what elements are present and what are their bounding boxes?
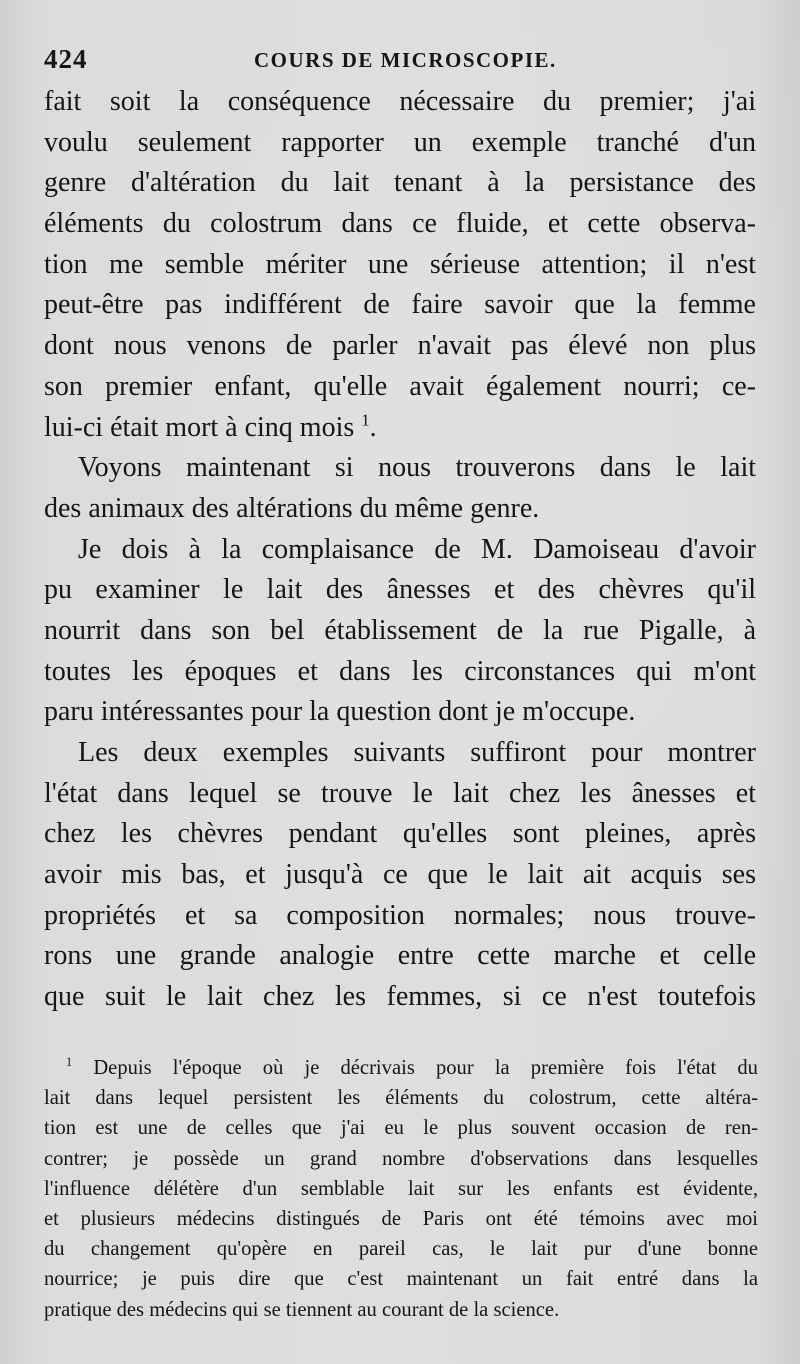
main-text <box>44 82 756 1018</box>
text-line: voulu seulement rapporter un exemple tranché d'un <box>44 126 756 158</box>
text-line: son premier enfant, qu'elle avait également nourri; ce- <box>44 370 756 402</box>
text-line: que suit le lait chez les femmes, si ce n'est toutefois <box>44 981 756 1013</box>
text-line: Je dois à la complaisance de M. Damoiseau d'avoir <box>78 533 756 565</box>
text-line: chez les chèvres pendant qu'elles sont pleines, après <box>44 818 756 850</box>
footnote-line <box>44 1053 758 1083</box>
running-title: COURS DE MICROSCOPIE. <box>254 48 557 72</box>
text-line: paru intéressantes pour la question dont je m'occupe. <box>44 696 636 728</box>
text-line: toutes les époques et dans les circonstances qui m'ont <box>44 655 756 687</box>
footnote-line: contrer; je possède un grand nombre d'observations dans lesquelles <box>44 1147 758 1170</box>
text-line: tion me semble mériter une sérieuse attention; il n'est <box>44 248 756 280</box>
text-line: propriétés et sa composition normales; nous trouve- <box>44 899 756 931</box>
footnote-line: l'influence délétère d'un semblable lait sur les enfants est évidente, <box>44 1177 758 1200</box>
footnote-line: pratique des médecins qui se tiennent au courant de la science. <box>44 1298 560 1321</box>
text-line: nourrit dans son bel établissement de la rue Pigalle, à <box>44 614 756 646</box>
text-line-content: lui-ci était mort à cinq mois <box>44 411 355 443</box>
footnote-reference: 1 <box>361 410 370 430</box>
text-line: Voyons maintenant si nous trouverons dans le lait <box>78 452 756 484</box>
text-line: rons une grande analogie entre cette marche et celle <box>44 940 756 972</box>
text-line: pu examiner le lait des ânesses et des chèvres qu'il <box>44 574 756 606</box>
text-line: peut-être pas indifférent de faire savoir que la femme <box>44 289 756 321</box>
footnote-line: du changement qu'opère en pareil cas, le lait pur d'une bonne <box>44 1238 758 1261</box>
text-line: dont nous venons de parler n'avait pas élevé non plus <box>44 330 756 362</box>
text-line: genre d'altération du lait tenant à la persistance des <box>44 167 756 199</box>
text-line-with-footnote <box>44 408 756 449</box>
text-line: l'état dans lequel se trouve le lait chez les ânesses et <box>44 777 756 809</box>
text-line: des animaux des altérations du même genre. <box>44 492 540 524</box>
footnote-line: tion est une de celles que j'ai eu le plus souvent occasion de ren- <box>44 1117 758 1140</box>
text-line: éléments du colostrum dans ce fluide, et cette observa- <box>44 208 756 240</box>
footnote-line: et plusieurs médecins distingués de Paris ont été témoins avec moi <box>44 1207 758 1230</box>
footnote-line: lait dans lequel persistent les éléments du colostrum, cette altéra- <box>44 1087 758 1110</box>
text-line: avoir mis bas, et jusqu'à ce que le lait ait acquis ses <box>44 859 756 891</box>
text-line: Les deux exemples suivants suffiront pour montrer <box>78 737 756 768</box>
footnote-line: nourrice; je puis dire que c'est maintenant un fait entré dans la <box>44 1268 758 1291</box>
footnote-reference-period: . <box>369 411 377 443</box>
footnote-line-content: Depuis l'époque où je décrivais pour la première fois l'état du <box>93 1057 758 1079</box>
footnote-marker: 1 <box>66 1055 73 1070</box>
text-line: fait soit la conséquence nécessaire du premier; j'ai <box>44 86 756 117</box>
page-number: 424 <box>44 44 88 74</box>
footnote <box>44 1053 758 1325</box>
page-header <box>44 44 756 78</box>
